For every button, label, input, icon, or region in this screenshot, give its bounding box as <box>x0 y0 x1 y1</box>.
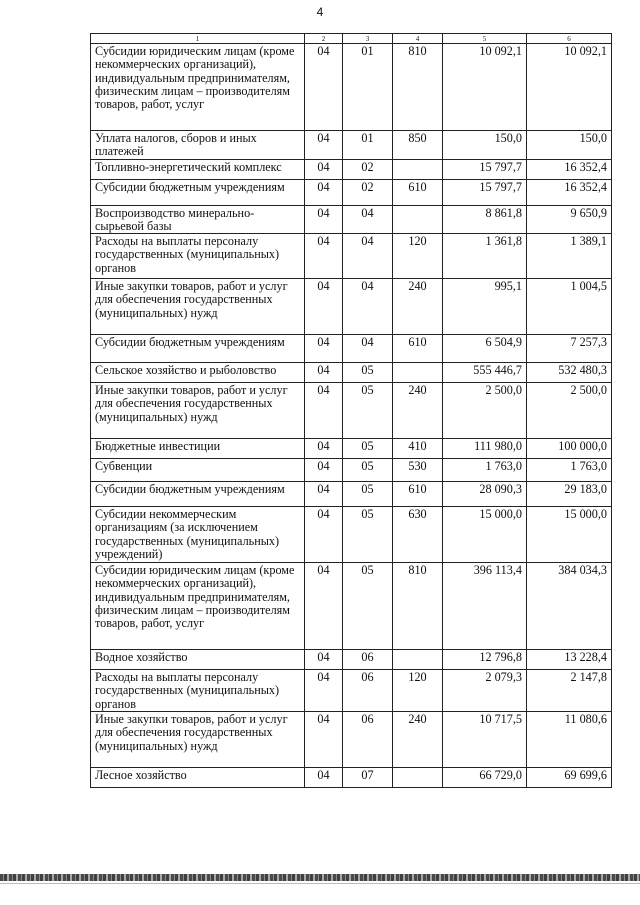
section-code: 04 <box>305 279 343 335</box>
subsection-code: 04 <box>343 205 393 234</box>
section-code: 04 <box>305 131 343 160</box>
amount-year-2: 1 389,1 <box>527 234 612 279</box>
table-row <box>91 335 612 363</box>
subsection-code: 02 <box>343 179 393 205</box>
section-code: 04 <box>305 159 343 179</box>
row-name: Расходы на выплаты персоналу государственных (муниципальных) органов <box>91 234 305 279</box>
amount-year-2: 7 257,3 <box>527 335 612 363</box>
column-number: 1 <box>91 34 305 44</box>
table-row <box>91 159 612 179</box>
amount-year-1: 150,0 <box>443 131 527 160</box>
expense-type-code <box>393 159 443 179</box>
column-number-row <box>91 34 612 44</box>
table-row <box>91 670 612 712</box>
table-row <box>91 383 612 439</box>
subsection-code: 07 <box>343 768 393 788</box>
column-number: 5 <box>443 34 527 44</box>
row-name: Субсидии бюджетным учреждениям <box>91 482 305 507</box>
expense-type-code: 610 <box>393 482 443 507</box>
amount-year-2: 2 147,8 <box>527 670 612 712</box>
column-number: 2 <box>305 34 343 44</box>
subsection-code: 01 <box>343 131 393 160</box>
column-number: 6 <box>527 34 612 44</box>
table-row <box>91 279 612 335</box>
section-code: 04 <box>305 383 343 439</box>
amount-year-2: 1 763,0 <box>527 459 612 482</box>
amount-year-1: 1 763,0 <box>443 459 527 482</box>
row-name: Иные закупки товаров, работ и услуг для обеспечения государственных (муниципальных) нужд <box>91 383 305 439</box>
expense-type-code <box>393 363 443 383</box>
section-code: 04 <box>305 205 343 234</box>
expense-type-code <box>393 650 443 670</box>
section-code: 04 <box>305 363 343 383</box>
amount-year-2: 150,0 <box>527 131 612 160</box>
section-code: 04 <box>305 563 343 650</box>
amount-year-2: 100 000,0 <box>527 439 612 459</box>
row-name: Лесное хозяйство <box>91 768 305 788</box>
row-name: Топливно-энергетический комплекс <box>91 159 305 179</box>
expense-type-code <box>393 768 443 788</box>
amount-year-2: 16 352,4 <box>527 159 612 179</box>
row-name: Уплата налогов, сборов и иных платежей <box>91 131 305 160</box>
amount-year-2: 9 650,9 <box>527 205 612 234</box>
row-name: Иные закупки товаров, работ и услуг для обеспечения государственных (муниципальных) нужд <box>91 279 305 335</box>
amount-year-2: 69 699,6 <box>527 768 612 788</box>
section-code: 04 <box>305 670 343 712</box>
section-code: 04 <box>305 712 343 768</box>
section-code: 04 <box>305 179 343 205</box>
subsection-code: 06 <box>343 650 393 670</box>
amount-year-1: 28 090,3 <box>443 482 527 507</box>
expense-type-code: 240 <box>393 279 443 335</box>
subsection-code: 06 <box>343 670 393 712</box>
expense-type-code: 850 <box>393 131 443 160</box>
amount-year-2: 384 034,3 <box>527 563 612 650</box>
amount-year-1: 2 500,0 <box>443 383 527 439</box>
expense-type-code: 810 <box>393 563 443 650</box>
section-code: 04 <box>305 44 343 131</box>
amount-year-1: 396 113,4 <box>443 563 527 650</box>
table-body <box>91 44 612 788</box>
scan-artifact-line <box>0 883 640 884</box>
amount-year-2: 15 000,0 <box>527 507 612 563</box>
row-name: Субсидии юридическим лицам (кроме некоммерческих организаций), индивидуальным предпринимателям, физическим лицам – производителям товаров, работ, услуг <box>91 44 305 131</box>
expense-type-code: 120 <box>393 234 443 279</box>
table-row <box>91 131 612 160</box>
table-row <box>91 563 612 650</box>
amount-year-2: 16 352,4 <box>527 179 612 205</box>
expense-type-code: 610 <box>393 179 443 205</box>
table-row <box>91 363 612 383</box>
amount-year-1: 66 729,0 <box>443 768 527 788</box>
amount-year-1: 2 079,3 <box>443 670 527 712</box>
amount-year-1: 555 446,7 <box>443 363 527 383</box>
expense-type-code <box>393 205 443 234</box>
table-row <box>91 650 612 670</box>
expense-type-code: 810 <box>393 44 443 131</box>
amount-year-1: 6 504,9 <box>443 335 527 363</box>
table-row <box>91 205 612 234</box>
amount-year-2: 11 080,6 <box>527 712 612 768</box>
expense-type-code: 410 <box>393 439 443 459</box>
subsection-code: 04 <box>343 234 393 279</box>
section-code: 04 <box>305 650 343 670</box>
subsection-code: 06 <box>343 712 393 768</box>
amount-year-1: 1 361,8 <box>443 234 527 279</box>
table-row <box>91 179 612 205</box>
expense-type-code: 240 <box>393 383 443 439</box>
section-code: 04 <box>305 459 343 482</box>
subsection-code: 05 <box>343 563 393 650</box>
subsection-code: 05 <box>343 439 393 459</box>
table-row <box>91 439 612 459</box>
row-name: Субсидии некоммерческим организациям (за исключением государственных (муниципальных) учреждений) <box>91 507 305 563</box>
amount-year-1: 15 797,7 <box>443 159 527 179</box>
subsection-code: 05 <box>343 383 393 439</box>
row-name: Расходы на выплаты персоналу государственных (муниципальных) органов <box>91 670 305 712</box>
page-number: 4 <box>316 5 324 19</box>
subsection-code: 02 <box>343 159 393 179</box>
expense-type-code: 240 <box>393 712 443 768</box>
table-row <box>91 712 612 768</box>
row-name: Субсидии юридическим лицам (кроме некоммерческих организаций), индивидуальным предпринимателям, физическим лицам – производителям товаров, работ, услуг <box>91 563 305 650</box>
amount-year-2: 13 228,4 <box>527 650 612 670</box>
row-name: Субвенции <box>91 459 305 482</box>
column-number: 3 <box>343 34 393 44</box>
table-row <box>91 234 612 279</box>
amount-year-1: 995,1 <box>443 279 527 335</box>
table-row <box>91 507 612 563</box>
table-row <box>91 768 612 788</box>
row-name: Воспроизводство минерально-сырьевой базы <box>91 205 305 234</box>
amount-year-2: 532 480,3 <box>527 363 612 383</box>
scan-artifact <box>0 874 640 881</box>
row-name: Субсидии бюджетным учреждениям <box>91 179 305 205</box>
expense-type-code: 530 <box>393 459 443 482</box>
amount-year-2: 29 183,0 <box>527 482 612 507</box>
subsection-code: 05 <box>343 363 393 383</box>
table-row <box>91 459 612 482</box>
row-name: Сельское хозяйство и рыболовство <box>91 363 305 383</box>
amount-year-2: 2 500,0 <box>527 383 612 439</box>
subsection-code: 05 <box>343 507 393 563</box>
amount-year-1: 111 980,0 <box>443 439 527 459</box>
subsection-code: 04 <box>343 335 393 363</box>
amount-year-2: 10 092,1 <box>527 44 612 131</box>
section-code: 04 <box>305 234 343 279</box>
section-code: 04 <box>305 439 343 459</box>
amount-year-1: 15 797,7 <box>443 179 527 205</box>
amount-year-1: 10 717,5 <box>443 712 527 768</box>
budget-table <box>90 33 612 788</box>
amount-year-1: 15 000,0 <box>443 507 527 563</box>
amount-year-2: 1 004,5 <box>527 279 612 335</box>
expense-type-code: 610 <box>393 335 443 363</box>
expense-type-code: 630 <box>393 507 443 563</box>
subsection-code: 01 <box>343 44 393 131</box>
amount-year-1: 12 796,8 <box>443 650 527 670</box>
amount-year-1: 8 861,8 <box>443 205 527 234</box>
section-code: 04 <box>305 507 343 563</box>
section-code: 04 <box>305 768 343 788</box>
expense-type-code: 120 <box>393 670 443 712</box>
row-name: Бюджетные инвестиции <box>91 439 305 459</box>
subsection-code: 04 <box>343 279 393 335</box>
row-name: Водное хозяйство <box>91 650 305 670</box>
subsection-code: 05 <box>343 459 393 482</box>
table-row <box>91 44 612 131</box>
row-name: Субсидии бюджетным учреждениям <box>91 335 305 363</box>
amount-year-1: 10 092,1 <box>443 44 527 131</box>
subsection-code: 05 <box>343 482 393 507</box>
row-name: Иные закупки товаров, работ и услуг для обеспечения государственных (муниципальных) нужд <box>91 712 305 768</box>
section-code: 04 <box>305 335 343 363</box>
table-row <box>91 482 612 507</box>
section-code: 04 <box>305 482 343 507</box>
column-number: 4 <box>393 34 443 44</box>
